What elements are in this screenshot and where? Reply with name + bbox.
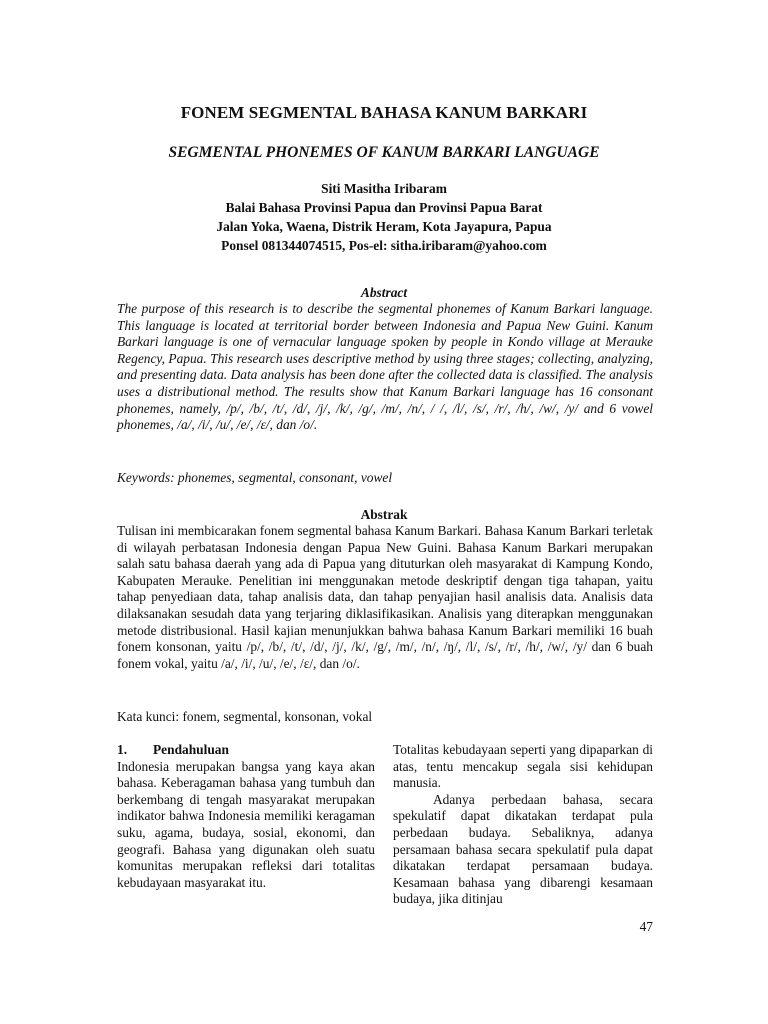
- abstract-keywords: Keywords: phonemes, segmental, consonant, vowel: [117, 470, 393, 485]
- author-block: [0, 179, 768, 255]
- author-affiliation: Balai Bahasa Provinsi Papua dan Provinsi Papua Barat: [225, 200, 543, 215]
- abstract-heading: Abstract: [360, 285, 408, 300]
- abstrak-heading: Abstrak: [360, 507, 408, 522]
- abstrak-body: Tulisan ini membicarakan fonem segmental bahasa Kanum Barkari. Bahasa Kanum Barkari terletak di wilayah perbatasan Indonesia dengan Papua New Guini. Bahasa Kanum Barkari merupakan salah satu bahasa daerah yang ada di Papua yang dituturkan oleh masyarakat di Kampung Kondo, Kabupaten Merauke. Penelitian ini menggunakan metode deskriptif dengan tiga tahapan, yaitu tahap penyediaan data, tahap analisis data, dan tahap penyajian hasil analisis data. Analisis data dilaksanakan sesudah data yang terjaring diklasifikasikan. Analisis yang diterapkan menggunakan metode distribusional. Hasil kajian menunjukkan bahwa bahasa Kanum Barkari memiliki 16 buah fonem konsonan, yaitu /p/, /b/, /t/, /d/, /j/, /k/, /g/, /m/, /n/, /ŋ/, /l/, /s/, /r/, /h/, /w/, /y/ dan 6 buah fonem vokal, yaitu /a/, /i/, /u/, /e/, /ɛ/, dan /o/.: [117, 523, 653, 671]
- page-number: 47: [639, 919, 653, 934]
- right-column: [393, 742, 653, 908]
- body-paragraph: Indonesia merupakan bangsa yang kaya akan bahasa. Keberagaman bahasa yang tumbuh dan berkembang di tengah masyarakat merupakan indikator bahwa Indonesia memiliki keragaman suku, agama, budaya, sosial, ekonomi, dan geografi. Bahasa yang digunakan oleh suatu komunitas merupakan refleksi dari totalitas kebudayaan masyarakat itu.: [117, 758, 375, 890]
- body-paragraph: Adanya perbedaan bahasa, secara spekulatif dapat dikatakan terdapat pula perbedaan budaya. Sebaliknya, adanya persamaan bahasa secara spekulatif pula dapat dikatakan terdapat persamaan budaya. Kesamaan bahasa yang dibarengi kesamaan budaya, jika ditinjau: [393, 791, 653, 907]
- paper-title: FONEM SEGMENTAL BAHASA KANUM BARKARI: [180, 103, 588, 122]
- left-column: [117, 742, 375, 891]
- abstrak-keywords: Kata kunci: fonem, segmental, konsonan, vokal: [117, 709, 373, 724]
- paper-subtitle: SEGMENTAL PHONEMES OF KANUM BARKARI LANGUAGE: [168, 144, 600, 161]
- body-paragraph: Totalitas kebudayaan seperti yang dipaparkan di atas, tentu mencakup segala sisi kehidupan manusia.: [393, 742, 653, 791]
- author-name: Siti Masitha Iribaram: [321, 181, 447, 196]
- abstract-body: The purpose of this research is to describe the segmental phonemes of Kanum Barkari language. This language is located at territorial border between Indonesia and Papua New Guini. Kanum Barkari language is one of vernacular language spoken by people in Kondo village at Merauke Regency, Papua. This research uses descriptive method by using three stages; collecting, analyzing, and presenting data. Data analysis has been done after the collected data is classified. The analysis uses a distributional method. The results show that Kanum Barkari language has 16 consonant phonemes, namely, /p/, /b/, /t/, /d/, /j/, /k/, /g/, /m/, /n/, / /, /l/, /s/, /r/, /h/, /w/, /y/ and 6 vowel phonemes, /a/, /i/, /u/, /e/, /ɛ/, dan /o/.: [117, 301, 653, 433]
- author-address: Jalan Yoka, Waena, Distrik Heram, Kota Jayapura, Papua: [216, 219, 552, 234]
- section-heading: [117, 742, 375, 759]
- section-number: 1.: [117, 742, 128, 757]
- author-contact: Ponsel 081344074515, Pos-el: sitha.iribaram@yahoo.com: [221, 238, 547, 253]
- section-title: Pendahuluan: [153, 742, 229, 757]
